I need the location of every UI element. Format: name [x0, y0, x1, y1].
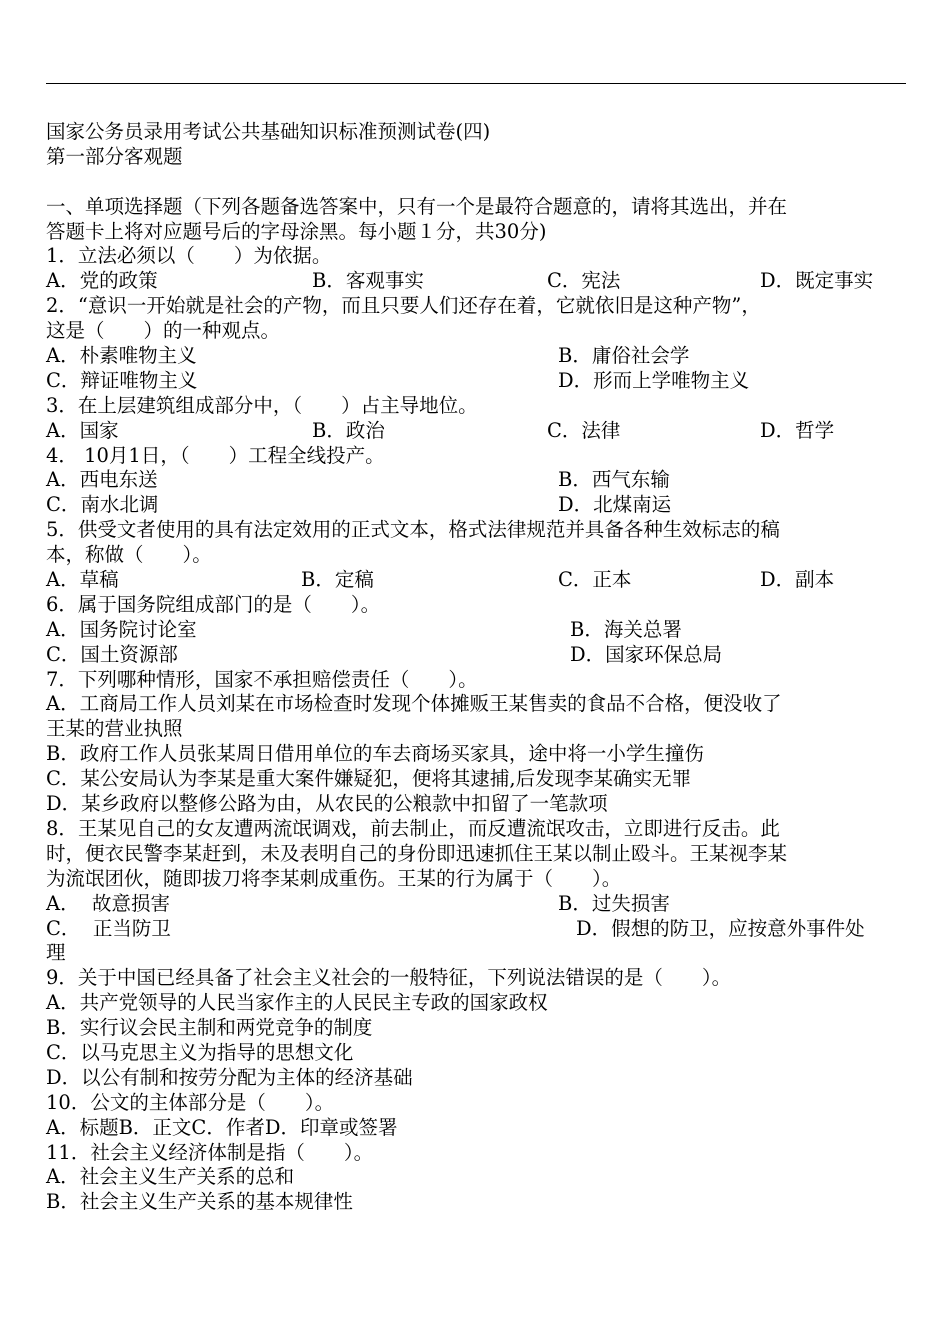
- question-1-stem: 1．立法必须以（ ）为依据。: [46, 244, 332, 268]
- q2-option-b: B．庸俗社会学: [558, 344, 690, 368]
- q8-option-a: A． 故意损害: [46, 891, 170, 915]
- question-3-stem: 3．在上层建筑组成部分中，（ ）占主导地位。: [46, 393, 478, 417]
- q9-option-a: A．共产党领导的人民当家作主的人民民主专政的国家政权: [46, 991, 548, 1015]
- q6-option-b: B．海关总署: [570, 617, 682, 641]
- q5-option-b: B．定稿: [301, 568, 374, 592]
- q1-option-c: C．宪法: [547, 269, 621, 293]
- q1-option-b: B．客观事实: [312, 269, 424, 293]
- q8-option-c: C． 正当防卫: [46, 916, 171, 940]
- question-6-stem: 6．属于国务院组成部门的是（ ）。: [46, 592, 381, 616]
- q9-option-d: D．以公有制和按劳分配为主体的经济基础: [46, 1065, 413, 1089]
- q4-option-c: C．南水北调: [46, 493, 159, 517]
- question-5-stem-line2: 本，称做（ ）。: [46, 543, 212, 567]
- section-instructions-line1: 一、单项选择题（下列各题备选答案中，只有一个是最符合题意的，请将其选出，并在: [46, 194, 788, 218]
- q7-option-b: B．政府工作人员张某周日借用单位的车去商场买家具，途中将一小学生撞伤: [46, 742, 704, 766]
- q2-option-d: D．形而上学唯物主义: [558, 368, 750, 392]
- q3-option-b: B．政治: [312, 418, 385, 442]
- q2-option-c: C．辩证唯物主义: [46, 368, 198, 392]
- question-1-options: [46, 269, 908, 294]
- spacer: [46, 170, 908, 195]
- question-2-options-row1: [46, 344, 908, 369]
- question-8-stem-line3: 为流氓团伙，随即拔刀将李某刺成重伤。王某的行为属于（ ）。: [46, 866, 622, 890]
- q6-option-d: D．国家环保总局: [570, 642, 723, 666]
- question-9-stem: 9．关于中国已经具备了社会主义社会的一般特征，下列说法错误的是（ ）。: [46, 966, 732, 990]
- q9-option-c: C．以马克思主义为指导的思想文化: [46, 1040, 354, 1064]
- question-10-stem: 10．公文的主体部分是（ ）。: [46, 1090, 335, 1114]
- q6-option-c: C．国土资源部: [46, 642, 178, 666]
- part-heading: 第一部分客观题: [46, 144, 183, 168]
- section-instructions-line2: 答题卡上将对应题号后的字母涂黑。每小题１分，共30分): [46, 219, 547, 243]
- q4-option-d: D．北煤南运: [558, 493, 672, 517]
- question-8-stem-line2: 时，便衣民警李某赶到，未及表明自己的身份即迅速抓住王某以制止殴斗。王某视李某: [46, 841, 788, 865]
- question-4-stem: 4． 10月1日，（ ）工程全线投产。: [46, 443, 385, 467]
- q10-options: A．标题B．正文C．作者D．印章或签署: [46, 1115, 398, 1139]
- q4-option-a: A．西电东送: [46, 468, 158, 492]
- question-6-options-row2: [46, 643, 908, 668]
- q1-option-a: A．党的政策: [46, 269, 158, 293]
- question-2-stem-line2: 这是（ ）的一种观点。: [46, 319, 281, 343]
- q3-option-a: A．国家: [46, 418, 119, 442]
- question-2-stem-line1: 2．“意识一开始就是社会的产物，而且只要人们还存在着，它就依旧是这种产物”，: [46, 294, 761, 318]
- header-rule: [46, 83, 906, 84]
- question-6-options-row1: [46, 618, 908, 643]
- question-8-options-row2: [46, 917, 908, 942]
- question-3-options: [46, 419, 908, 444]
- q8-option-d: D．假想的防卫，应按意外事件处: [576, 916, 865, 940]
- question-5-options: [46, 568, 908, 593]
- q7-option-a-line1: A．工商局工作人员刘某在市场检查时发现个体摊贩王某售卖的食品不合格，便没收了: [46, 692, 782, 716]
- question-4-options-row1: [46, 468, 908, 493]
- q7-option-a-line2: 王某的营业执照: [46, 717, 183, 741]
- question-7-stem: 7．下列哪种情形，国家不承担赔偿责任（ ）。: [46, 667, 478, 691]
- q3-option-c: C．法律: [547, 418, 621, 442]
- q11-option-a: A．社会主义生产关系的总和: [46, 1165, 295, 1189]
- q9-option-b: B．实行议会民主制和两党竞争的制度: [46, 1016, 373, 1040]
- q5-option-d: D．副本: [760, 568, 835, 592]
- q4-option-b: B．西气东输: [558, 468, 670, 492]
- q5-option-c: C．正本: [558, 568, 632, 592]
- question-11-stem: 11．社会主义经济体制是指（ ）。: [46, 1140, 374, 1164]
- exam-title: 国家公务员录用考试公共基础知识标准预测试卷(四): [46, 120, 491, 143]
- q2-option-a: A．朴素唯物主义: [46, 344, 197, 368]
- q7-option-c: C．某公安局认为李某是重大案件嫌疑犯，便将其逮捕,后发现李某确实无罪: [46, 767, 692, 791]
- q3-option-d: D．哲学: [760, 418, 835, 442]
- q6-option-a: A．国务院讨论室: [46, 617, 197, 641]
- q7-option-d: D．某乡政府以整修公路为由，从农民的公粮款中扣留了一笔款项: [46, 792, 608, 816]
- question-2-options-row2: [46, 369, 908, 394]
- question-5-stem-line1: 5．供受文者使用的具有法定效用的正式文本，格式法律规范并具备各种生效标志的稿: [46, 518, 780, 542]
- question-4-options-row2: [46, 493, 908, 518]
- q11-option-b: B．社会主义生产关系的基本规律性: [46, 1190, 353, 1214]
- q8-option-d-continued: 理: [46, 941, 66, 965]
- q1-option-d: D．既定事实: [760, 269, 874, 293]
- question-8-stem-line1: 8．王某见自己的女友遭两流氓调戏，前去制止，而反遭流氓攻击，立即进行反击。此: [46, 816, 780, 840]
- question-8-options-row1: [46, 892, 908, 917]
- q5-option-a: A．草稿: [46, 568, 119, 592]
- q8-option-b: B．过失损害: [558, 891, 670, 915]
- exam-page: [46, 120, 908, 1215]
